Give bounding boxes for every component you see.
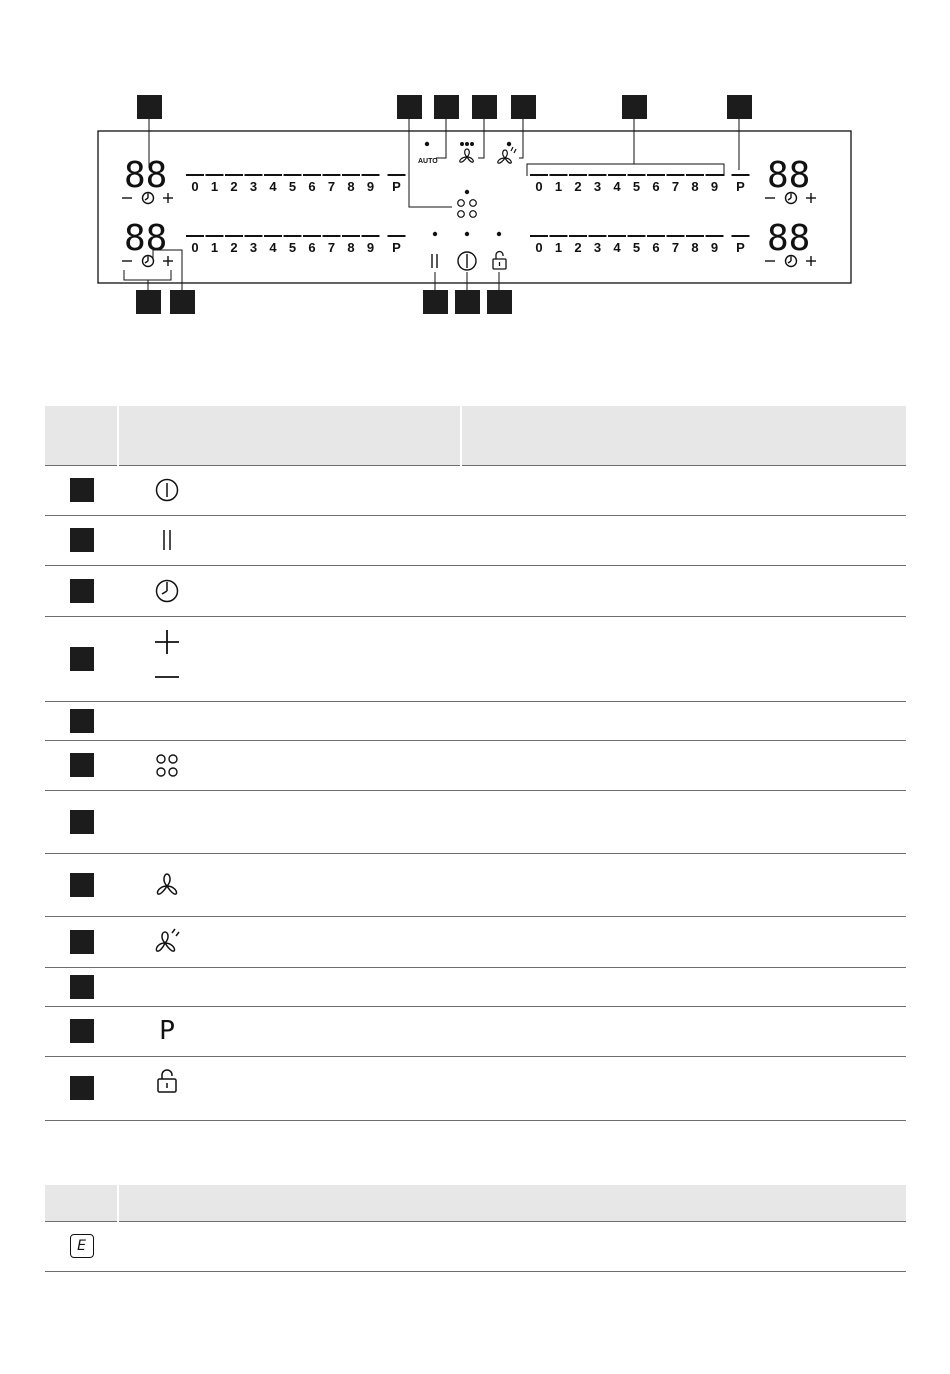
power-level-8[interactable]: 8 [347,179,355,194]
header-description [461,406,906,465]
zone-display-top-left: 88 [124,155,168,196]
zone-display-top-right: 88 [767,155,811,196]
power-level-7[interactable]: 7 [327,179,336,194]
bridge-zones-icon [150,751,184,779]
header-number [45,406,118,465]
table-row [45,565,906,616]
row-number-marker [70,528,94,552]
bridge-zones-icon[interactable] [458,200,477,218]
power-level-8[interactable]: 8 [691,240,699,255]
row-description [461,565,906,616]
power-level-5[interactable]: 5 [288,240,297,255]
table-row [45,1221,906,1271]
power-level-6[interactable]: 6 [652,179,660,194]
power-level-0[interactable]: 0 [535,179,543,194]
row-description [461,465,906,515]
table-row [45,853,906,916]
error-e-icon: E [70,1234,94,1258]
power-level-6[interactable]: 6 [652,240,660,255]
power-boost-p[interactable]: P [736,240,745,255]
power-level-9[interactable]: 9 [710,240,719,255]
row-number-marker [70,478,94,502]
timer-icon [150,577,184,605]
power-level-1[interactable]: 1 [554,179,563,194]
power-scale-bottom-right[interactable] [530,236,750,255]
power-level-3[interactable]: 3 [593,240,602,255]
onoff-indicator-dot [465,232,469,236]
plus-minus-icon [150,629,184,689]
table-row [45,1056,906,1120]
power-level-6[interactable]: 6 [308,240,316,255]
table-row [45,465,906,515]
row-number-marker [70,1076,94,1100]
power-level-4[interactable]: 4 [269,179,277,194]
row-number-marker [70,1019,94,1043]
table-row [45,740,906,790]
power-level-2[interactable]: 2 [230,179,238,194]
pause-icon[interactable] [432,254,437,268]
header-symbol [118,406,461,465]
fan-speed-icon[interactable] [498,147,516,163]
row-description [461,1056,906,1120]
zone-display-bottom-left: 88 [124,218,168,259]
power-scale-bottom-left[interactable] [186,236,406,255]
power-boost-p[interactable]: P [736,179,745,194]
power-level-4[interactable]: 4 [613,240,621,255]
row-description [461,616,906,701]
table-row [45,616,906,701]
power-level-2[interactable]: 2 [574,179,582,194]
power-level-5[interactable]: 5 [632,240,641,255]
row-number-marker [70,709,94,733]
power-level-4[interactable]: 4 [613,179,621,194]
pause-icon [150,526,184,554]
lock-icon [150,1067,184,1095]
power-level-6[interactable]: 6 [308,179,316,194]
power-level-5[interactable]: 5 [288,179,297,194]
power-level-9[interactable]: 9 [710,179,719,194]
table-row [45,515,906,565]
row-description [118,1221,906,1271]
control-panel-diagram [0,0,950,330]
table-row [45,967,906,1006]
fan-icon [150,870,184,900]
row-number-marker [70,647,94,671]
on-off-icon [150,476,184,504]
row-description [461,790,906,853]
power-level-3[interactable]: 3 [249,179,258,194]
row-description [461,916,906,967]
header-description [118,1185,906,1221]
power-boost-p[interactable]: P [392,179,401,194]
on-off-icon[interactable] [458,252,476,270]
power-level-4[interactable]: 4 [269,240,277,255]
power-level-7[interactable]: 7 [327,240,336,255]
pause-indicator-dot [433,232,437,236]
power-level-0[interactable]: 0 [191,179,199,194]
table-row [45,916,906,967]
zone-display-bottom-right: 88 [767,218,811,259]
power-level-3[interactable]: 3 [249,240,258,255]
power-level-7[interactable]: 7 [671,240,680,255]
power-level-5[interactable]: 5 [632,179,641,194]
power-level-0[interactable]: 0 [191,240,199,255]
power-level-9[interactable]: 9 [366,179,375,194]
power-level-7[interactable]: 7 [671,179,680,194]
power-level-9[interactable]: 9 [366,240,375,255]
power-level-1[interactable]: 1 [554,240,563,255]
row-description [461,701,906,740]
row-number-marker [70,975,94,999]
header-symbol [45,1185,118,1221]
power-level-8[interactable]: 8 [691,179,699,194]
fan-icon[interactable] [460,149,473,162]
fan-speed-dots [460,142,474,146]
row-description [461,853,906,916]
table-row [45,701,906,740]
auto-indicator-dot [425,142,429,146]
power-level-2[interactable]: 2 [574,240,582,255]
panel-outline [98,131,851,283]
bridge-indicator-dot [465,190,469,194]
fan-speed-icon [150,927,184,957]
power-level-3[interactable]: 3 [593,179,602,194]
power-level-2[interactable]: 2 [230,240,238,255]
power-level-8[interactable]: 8 [347,240,355,255]
power-level-0[interactable]: 0 [535,240,543,255]
auto-label[interactable]: AUTO [418,158,438,165]
power-boost-p-icon: P [159,1016,175,1046]
row-description [461,740,906,790]
row-number-marker [70,873,94,897]
lock-indicator-dot [497,232,501,236]
power-level-1[interactable]: 1 [210,240,219,255]
table-row [45,790,906,853]
table-row [45,1006,906,1056]
row-number-marker [70,579,94,603]
row-description [461,1006,906,1056]
row-description [461,967,906,1006]
row-number-marker [70,753,94,777]
row-description [461,515,906,565]
power-scale-top-left[interactable] [186,175,406,194]
lock-icon[interactable] [493,252,506,269]
display-symbols-table [45,1185,906,1272]
power-level-1[interactable]: 1 [210,179,219,194]
control-symbols-table [45,406,906,1121]
power-boost-p[interactable]: P [392,240,401,255]
callout-markers [136,95,752,314]
power-scale-top-right[interactable] [530,175,750,194]
row-number-marker [70,930,94,954]
row-number-marker [70,810,94,834]
boost-indicator-dot [507,142,511,146]
